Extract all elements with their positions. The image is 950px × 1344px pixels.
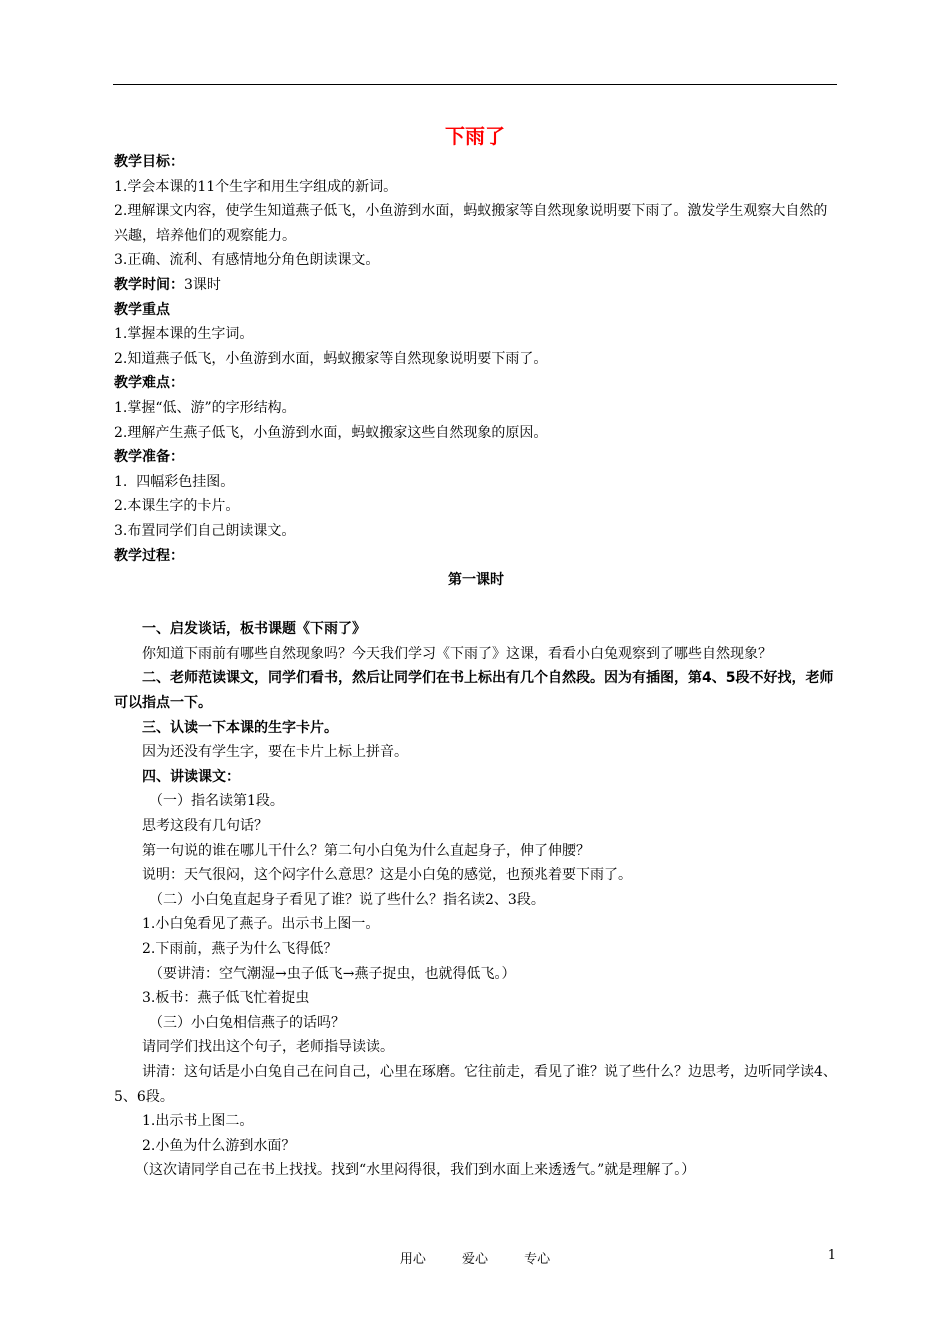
lesson-heading: 第一课时: [448, 572, 504, 589]
motto-word: 专心: [524, 1252, 551, 1267]
page-footer: [0, 1248, 950, 1268]
goals-heading: 教学目标：: [114, 154, 184, 170]
step3-text: 因为还没有学生字，要在卡片上标上拼音。: [142, 744, 408, 761]
time-value: 3课时: [184, 276, 221, 293]
goal-item: 3.正确、流利、有感情地分角色朗读课文。: [114, 252, 380, 269]
step4-line: （二）小白兔直起身子看见了谁？说了些什么？指名读2、3段。: [149, 891, 545, 908]
header-rule: [113, 84, 837, 85]
document-body: [114, 150, 838, 1183]
goal-item: 1.学会本课的11个生字和用生字组成的新词。: [114, 178, 398, 195]
process-heading: 教学过程：: [114, 547, 184, 564]
step4-line: 第一句说的谁在哪儿干什么？第二句小白兔为什么直起身子，伸了伸腰？: [142, 842, 590, 859]
difficulty-item: 1.掌握“低、游”的字形结构。: [114, 399, 296, 416]
step4-line: 请同学们找出这个句子，老师指导读读。: [142, 1039, 394, 1056]
motto-word: 用心: [399, 1252, 426, 1267]
motto-word: 爱心: [461, 1252, 488, 1267]
difficulty-heading: 教学难点：: [114, 375, 184, 392]
step1-heading: 一、启发谈话，板书课题《下雨了》: [142, 621, 366, 638]
step2-heading: 二、老师范读课文，同学们看书，然后让同学们在书上标出有几个自然段。因为有插图，第4、5段不好找，老师可以指点一下。: [114, 670, 834, 712]
step4-line: 1.小白兔看见了燕子。出示书上图一。: [142, 916, 380, 933]
step4-line: 2.下雨前，燕子为什么飞得低？: [142, 941, 338, 957]
prep-heading: 教学准备：: [114, 449, 184, 466]
step4-line: 3.板书：燕子低飞忙着捉虫: [142, 990, 310, 1007]
step4-line: 2.小鱼为什么游到水面？: [142, 1137, 296, 1154]
page-number: 1: [827, 1248, 836, 1263]
difficulty-item: 2.理解产生燕子低飞，小鱼游到水面，蚂蚁搬家这些自然现象的原因。: [114, 424, 548, 441]
step4-line: 思考这段有几句话？: [142, 818, 268, 835]
goal-item: 2.理解课文内容，使学生知道燕子低飞，小鱼游到水面，蚂蚁搬家等自然现象说明要下雨了。激发学生观察大自然的兴趣，培养他们的观察能力。: [114, 203, 828, 244]
page-title: 下雨了: [445, 124, 505, 148]
step4-line: （一）指名读第1段。: [149, 793, 284, 810]
focus-heading: 教学重点: [114, 301, 170, 318]
prep-item: 3.布置同学们自己朗读课文。: [114, 522, 296, 539]
step4-line: （这次请同学自己在书上找找。找到“水里闷得很，我们到水面上来透透气。”就是理解了。）: [135, 1162, 696, 1179]
focus-item: 2.知道燕子低飞，小鱼游到水面，蚂蚁搬家等自然现象说明要下雨了。: [114, 350, 548, 367]
prep-item: 2.本课生字的卡片。: [114, 498, 240, 515]
step4-line: 讲清：这句话是小白兔自己在问自己，心里在琢磨。它往前走，看见了谁？说了些什么？边思考，边听同学读4、5、6段。: [114, 1063, 837, 1105]
step3-heading: 三、认读一下本课的生字卡片。: [142, 719, 338, 736]
prep-item: 1. 四幅彩色挂图。: [114, 473, 235, 490]
spacer: [114, 593, 838, 618]
step4-line: 说明：天气很闷，这个闷字什么意思？这是小白兔的感觉，也预兆着要下雨了。: [142, 867, 632, 884]
footer-motto: [0, 1248, 950, 1267]
step4-heading: 四、讲读课文：: [142, 768, 240, 785]
time-label: 教学时间：: [114, 276, 184, 293]
step4-line: （要讲清：空气潮湿→虫子低飞→燕子捉虫，也就得低飞。）: [149, 965, 516, 982]
focus-item: 1.掌握本课的生字词。: [114, 326, 254, 343]
step1-text: 你知道下雨前有哪些自然现象吗？今天我们学习《下雨了》这课，看看小白兔观察到了哪些自然现象？: [142, 645, 772, 662]
step4-line: 1.出示书上图二。: [142, 1113, 254, 1130]
step4-line: （三）小白兔相信燕子的话吗？: [149, 1014, 345, 1031]
teaching-time: [114, 273, 838, 298]
